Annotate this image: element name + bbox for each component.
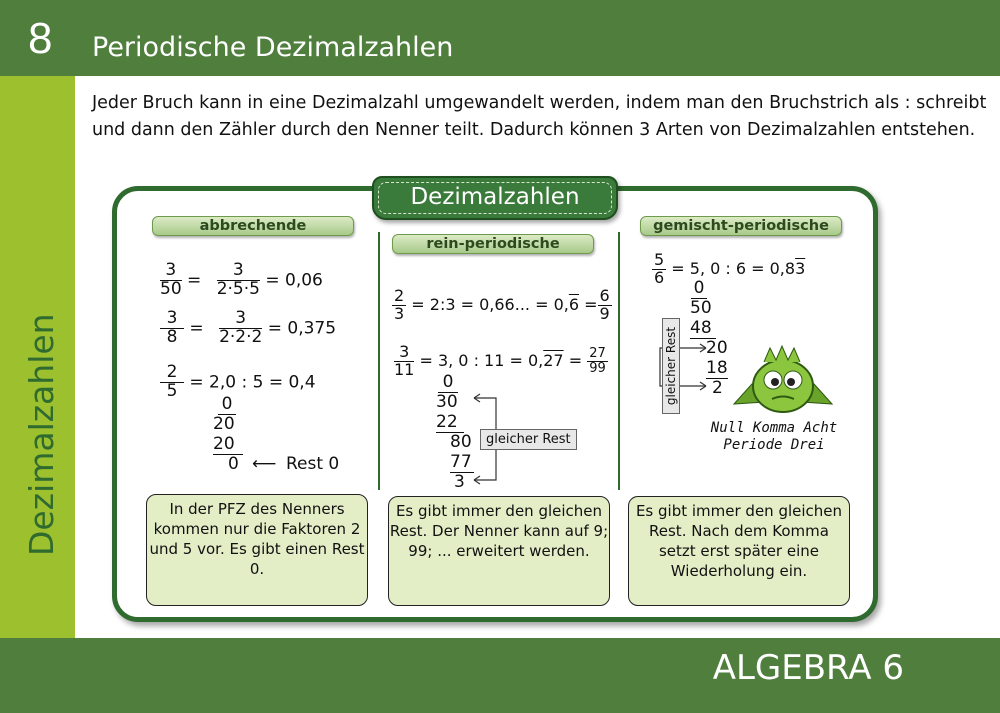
dragon-speech: Null Komma Acht Periode Drei	[710, 420, 838, 453]
header-bar	[0, 0, 1000, 76]
division-step: 0	[218, 394, 236, 415]
page-title: Periodische Dezimalzahlen	[92, 32, 454, 63]
dragon-mascot-icon	[724, 344, 842, 422]
division-step: 2	[712, 378, 723, 398]
division-step: 48	[690, 318, 716, 339]
column-divider	[378, 232, 380, 490]
same-rest-label: gleicher Rest	[662, 318, 680, 414]
subject-label: ALGEBRA 6	[712, 648, 904, 688]
division-step: 3	[454, 472, 465, 492]
division-step: 30	[436, 392, 458, 412]
panel-title: Dezimalzahlen	[410, 184, 580, 210]
explanation-mixed-periodic: Es gibt immer den gleichen Rest. Nach dem Komma setzt erst später eine Wiederholung ein.	[628, 496, 850, 606]
explanation-terminating: In der PFZ des Nenners kommen nur die Faktoren 2 und 5 vor. Es gibt einen Rest 0.	[146, 494, 368, 606]
division-step: 20	[213, 434, 243, 455]
column-divider	[618, 232, 620, 490]
example-3-8: $\frac{3}{8}$ = $\frac{3}{2\cdot 2\cdot 2}$ = 0,375	[160, 310, 336, 347]
sidebar	[0, 76, 75, 638]
division-step: 77	[450, 452, 474, 473]
label-mixed-periodic: gemischt-periodische	[640, 216, 842, 236]
division-step: 20	[213, 414, 235, 434]
footer-bar	[0, 638, 1000, 713]
same-rest-bracket-icon	[652, 340, 710, 394]
example-2-5: $\frac{2}{5}$ = 2,0 : 5 = 0,4	[160, 364, 316, 401]
label-pure-periodic: rein-periodische	[392, 234, 594, 254]
division-step: 20	[706, 338, 728, 358]
chapter-number: 8	[28, 14, 53, 63]
example-2-3: $\frac{2}{3}$ = 2:3 = 0,66... = 0,6 = $\frac{6}{9}$	[394, 286, 610, 323]
intro-text: Jeder Bruch kann in eine Dezimalzahl umgewandelt werden, indem man den Bruchstrich als : schreibt und dann den Zähler durch den Nenner teilt. Dadurch können 3 Arten von Dezimalzahlen entstehen.	[92, 93, 987, 140]
example-3-50: $\frac{3}{50}$ = $\frac{3}{2\cdot 5\cdot 5}$ = 0,06	[160, 260, 323, 299]
division-step: 80	[450, 432, 472, 452]
same-rest-label: gleicher Rest	[480, 429, 577, 450]
rest-zero-label: Rest 0	[286, 454, 340, 474]
division-step: 18	[706, 358, 728, 378]
division-step: 0	[691, 278, 707, 299]
example-3-11: $\frac{3}{11}$ = 3, 0 : 11 = 0,27 = $\frac{27}{99}$	[394, 342, 606, 379]
rest-arrow: ⟵	[252, 454, 277, 474]
division-step: 0	[228, 454, 239, 474]
label-terminating: abbrechende	[152, 216, 354, 236]
example-5-6: $\frac{5}{6}$ = 5, 0 : 6 = 0,83	[654, 250, 806, 287]
sidebar-label: Dezimalzahlen	[22, 313, 61, 556]
explanation-pure-periodic: Es gibt immer den gleichen Rest. Der Nenner kann auf 9; 99; ... erweitert werden.	[388, 496, 610, 606]
panel-title-tab	[372, 176, 618, 220]
division-step: 0	[438, 372, 458, 393]
division-step: 22	[436, 412, 464, 433]
division-step: 50	[690, 298, 712, 318]
